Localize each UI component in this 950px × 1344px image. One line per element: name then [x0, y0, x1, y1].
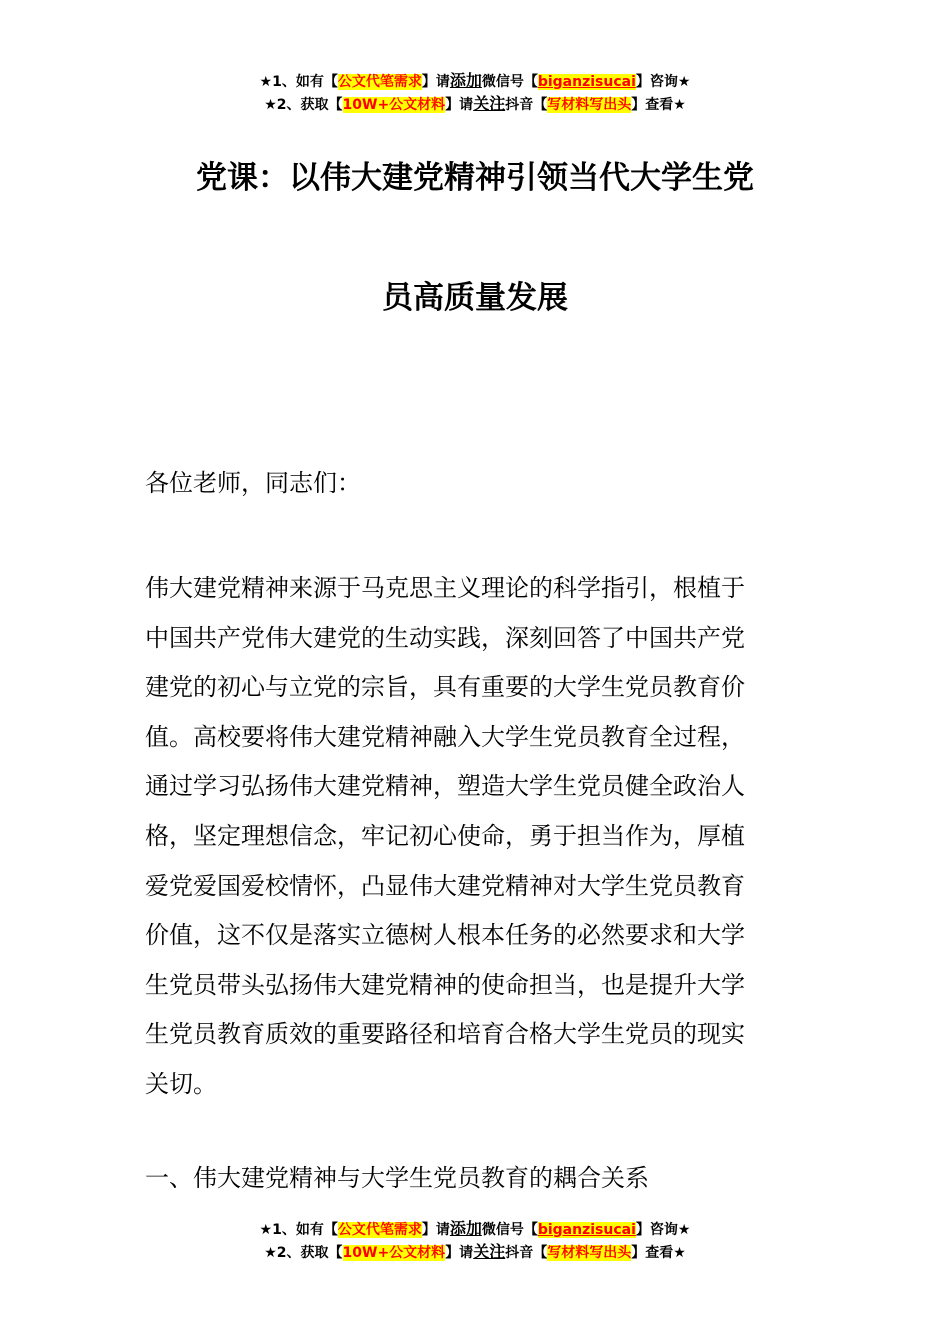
paragraph-line: 建党的初心与立党的宗旨，具有重要的大学生党员教育价 [145, 673, 745, 702]
promo-highlight-service: 公文代笔需求 [337, 74, 422, 90]
promo-highlight-service: 公文代笔需求 [337, 1222, 422, 1238]
document-title-line-2: 员高质量发展 [382, 280, 568, 316]
paragraph-line: 关切。 [145, 1069, 217, 1098]
paragraph-line: 格，坚定理想信念，牢记初心使命，勇于担当作为，厚植 [145, 821, 745, 850]
footer-promo-banner [0, 1218, 950, 1264]
douyin-account-highlight: 写材料写出头 [547, 97, 632, 113]
paragraph-line: 生党员带头弘扬伟大建党精神的使命担当，也是提升大学 [145, 970, 745, 999]
paragraph-line: 值。高校要将伟大建党精神融入大学生党员教育全过程， [145, 722, 745, 751]
greeting: 各位老师，同志们： [145, 469, 361, 497]
paragraph-line: 通过学习弘扬伟大建党精神，塑造大学生党员健全政治人 [145, 772, 745, 801]
promo-highlight-materials: 10W+公文材料 [342, 97, 446, 113]
header-promo-banner [0, 70, 950, 116]
paragraph-line: 爱党爱国爱校情怀，凸显伟大建党精神对大学生党员教育 [145, 871, 745, 900]
promo-line-1: ★1、如有【公文代笔需求】请添加微信号【biganzisucai】咨询★ [259, 1219, 691, 1238]
wechat-id-link[interactable]: biganzisucai [537, 1222, 636, 1238]
paragraph-line: 伟大建党精神来源于马克思主义理论的科学指引，根植于 [145, 574, 745, 602]
promo-line-1: ★1、如有【公文代笔需求】请添加微信号【biganzisucai】咨询★ [259, 71, 691, 90]
promo-line-2: ★2、获取【10W+公文材料】请关注抖音【写材料写出头】查看★ [264, 94, 686, 113]
intro-paragraph [145, 564, 810, 1110]
document-title-line-1: 党课：以伟大建党精神引领当代大学生党 [196, 160, 754, 196]
section-heading-1: 一、伟大建党精神与大学生党员教育的耦合关系 [145, 1164, 649, 1192]
promo-highlight-materials: 10W+公文材料 [342, 1245, 446, 1261]
paragraph-line: 中国共产党伟大建党的生动实践，深刻回答了中国共产党 [145, 623, 745, 652]
paragraph-line: 价值，这不仅是落实立德树人根本任务的必然要求和大学 [145, 921, 745, 950]
wechat-id-link[interactable]: biganzisucai [537, 74, 636, 90]
paragraph-line: 生党员教育质效的重要路径和培育合格大学生党员的现实 [145, 1020, 745, 1049]
douyin-account-highlight: 写材料写出头 [547, 1245, 632, 1261]
promo-line-2: ★2、获取【10W+公文材料】请关注抖音【写材料写出头】查看★ [264, 1242, 686, 1261]
